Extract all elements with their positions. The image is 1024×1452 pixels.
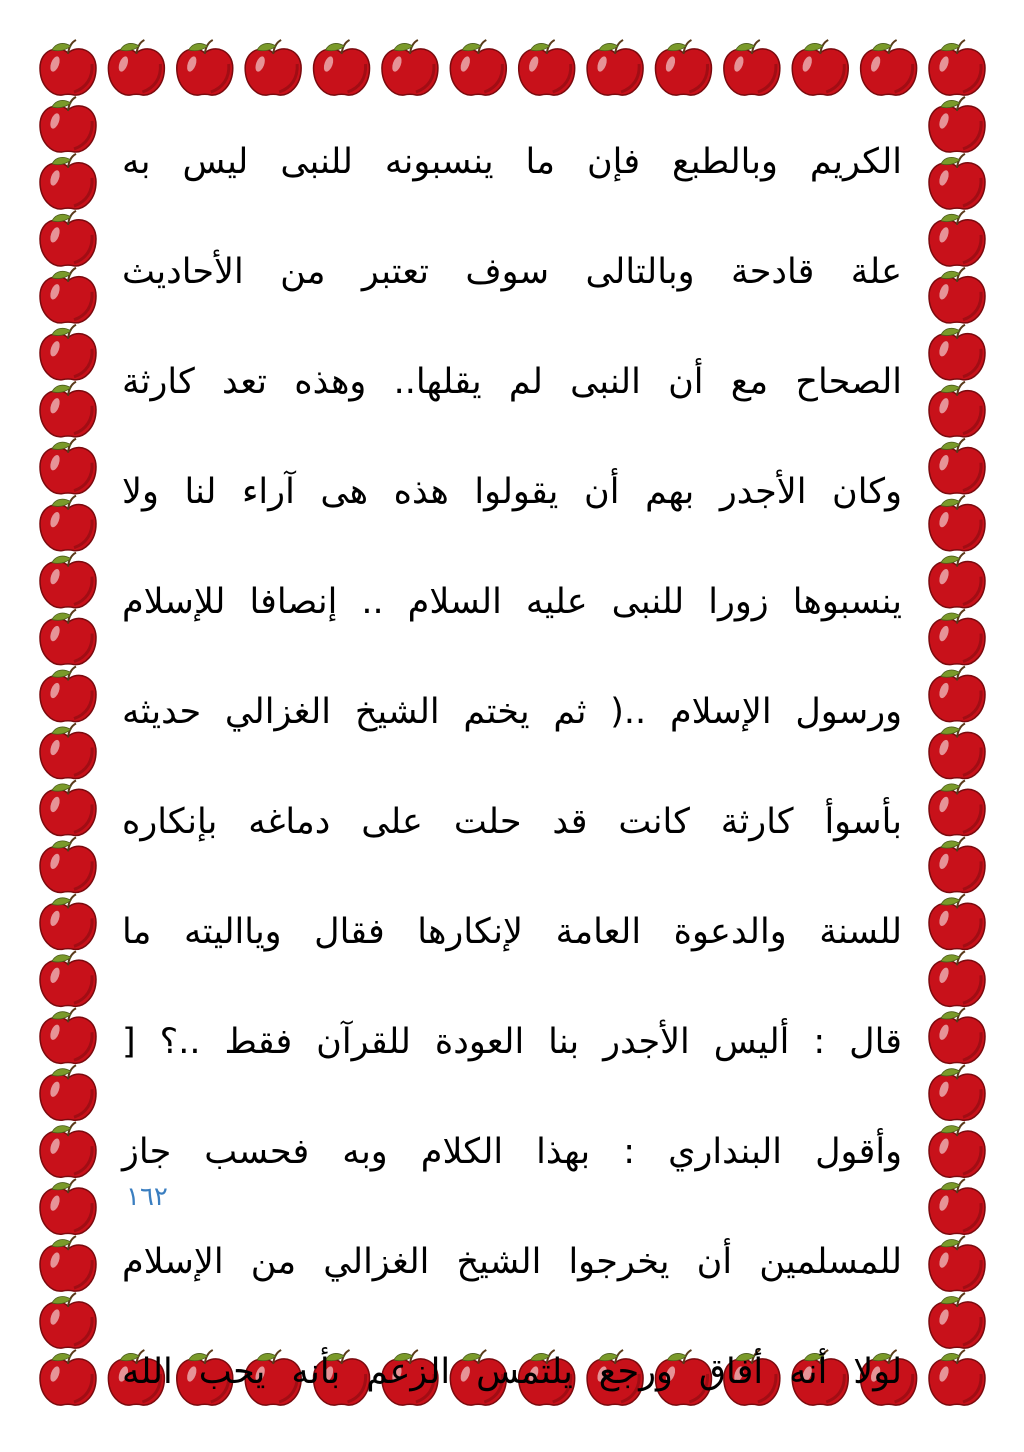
apple-icon: [587, 40, 643, 95]
apple-icon: [40, 780, 96, 835]
apple-icon: [40, 1179, 96, 1234]
apple-icon: [929, 439, 985, 494]
apple-icon: [40, 1065, 96, 1120]
apple-icon: [40, 325, 96, 380]
apple-icon: [929, 553, 985, 608]
apple-icon: [929, 496, 985, 551]
apple-icon: [40, 1122, 96, 1177]
text-line: للمسلمين أن يخرجوا الشيخ الغزالي من الإسلام: [122, 1242, 902, 1282]
apple-icon: [929, 723, 985, 778]
apple-icon: [929, 1350, 985, 1405]
apple-icon: [929, 154, 985, 209]
apple-icon: [245, 40, 301, 95]
apple-icon: [40, 154, 96, 209]
page-number: ١٦٢: [126, 1182, 168, 1212]
apple-icon: [450, 40, 506, 95]
text-line: ورسول الإسلام ..( ثم يختم الشيخ الغزالي حديثه: [122, 692, 902, 732]
apple-icon: [40, 951, 96, 1006]
text-line: للسنة والدعوة العامة لإنكارها فقال ويااليته ما: [122, 912, 902, 952]
text-line: وكان الأجدر بهم أن يقولوا هذه هى آراء لنا ولا: [122, 472, 902, 512]
apple-icon: [40, 1236, 96, 1291]
apple-icon: [929, 1179, 985, 1234]
apple-icon: [40, 553, 96, 608]
apple-icon: [40, 723, 96, 778]
apple-icon: [792, 40, 848, 95]
apple-icon: [40, 211, 96, 266]
apple-icon: [929, 325, 985, 380]
apple-icon: [929, 667, 985, 722]
apple-icon: [40, 837, 96, 892]
apple-icon: [40, 40, 96, 95]
apple-icon: [724, 40, 780, 95]
apple-icon: [929, 610, 985, 665]
apple-icon: [929, 780, 985, 835]
text-line: الكريم وبالطبع فإن ما ينسبونه للنبى ليس به: [122, 142, 902, 182]
apple-icon: [177, 40, 233, 95]
apple-icon: [40, 894, 96, 949]
apple-icon: [929, 382, 985, 437]
apple-icon: [40, 667, 96, 722]
apple-icon: [929, 1065, 985, 1120]
apple-icon: [929, 951, 985, 1006]
apple-icon: [40, 1293, 96, 1348]
apple-icon: [861, 40, 917, 95]
apple-icon: [655, 40, 711, 95]
apple-icon: [40, 1008, 96, 1063]
apple-icon: [929, 211, 985, 266]
text-line: لولا أنه أفاق ورجع يلتمس الزعم بأنه يحب الله: [122, 1352, 902, 1392]
apple-icon: [108, 40, 164, 95]
apple-icon: [519, 40, 575, 95]
apple-icon: [40, 610, 96, 665]
apple-icon: [929, 268, 985, 323]
text-line: بأسوأ كارثة كانت قد حلت على دماغه بإنكاره: [122, 802, 902, 842]
apple-icon: [314, 40, 370, 95]
apple-icon: [40, 97, 96, 152]
apple-icon: [929, 1293, 985, 1348]
apple-icon: [40, 382, 96, 437]
apple-icon: [929, 837, 985, 892]
apple-icon: [40, 268, 96, 323]
apple-icon: [40, 496, 96, 551]
text-line: ينسبوها زورا للنبى عليه السلام .. إنصافا للإسلام: [122, 582, 902, 622]
text-line: الصحاح مع أن النبى لم يقلها.. وهذه تعد كارثة: [122, 362, 902, 402]
text-line: وأقول البنداري : بهذا الكلام وبه فحسب جاز: [122, 1132, 902, 1172]
apple-icon: [929, 894, 985, 949]
apple-icon: [929, 1122, 985, 1177]
text-line: علة قادحة وبالتالى سوف تعتبر من الأحاديث: [122, 252, 902, 292]
body-text: [122, 132, 902, 1452]
apple-icon: [929, 40, 985, 95]
apple-icon: [382, 40, 438, 95]
text-line: قال : أليس الأجدر بنا العودة للقرآن فقط ..؟ [: [122, 1022, 902, 1062]
apple-icon: [929, 1008, 985, 1063]
apple-icon: [40, 439, 96, 494]
apple-icon: [40, 1350, 96, 1405]
apple-icon: [929, 97, 985, 152]
apple-icon: [929, 1236, 985, 1291]
